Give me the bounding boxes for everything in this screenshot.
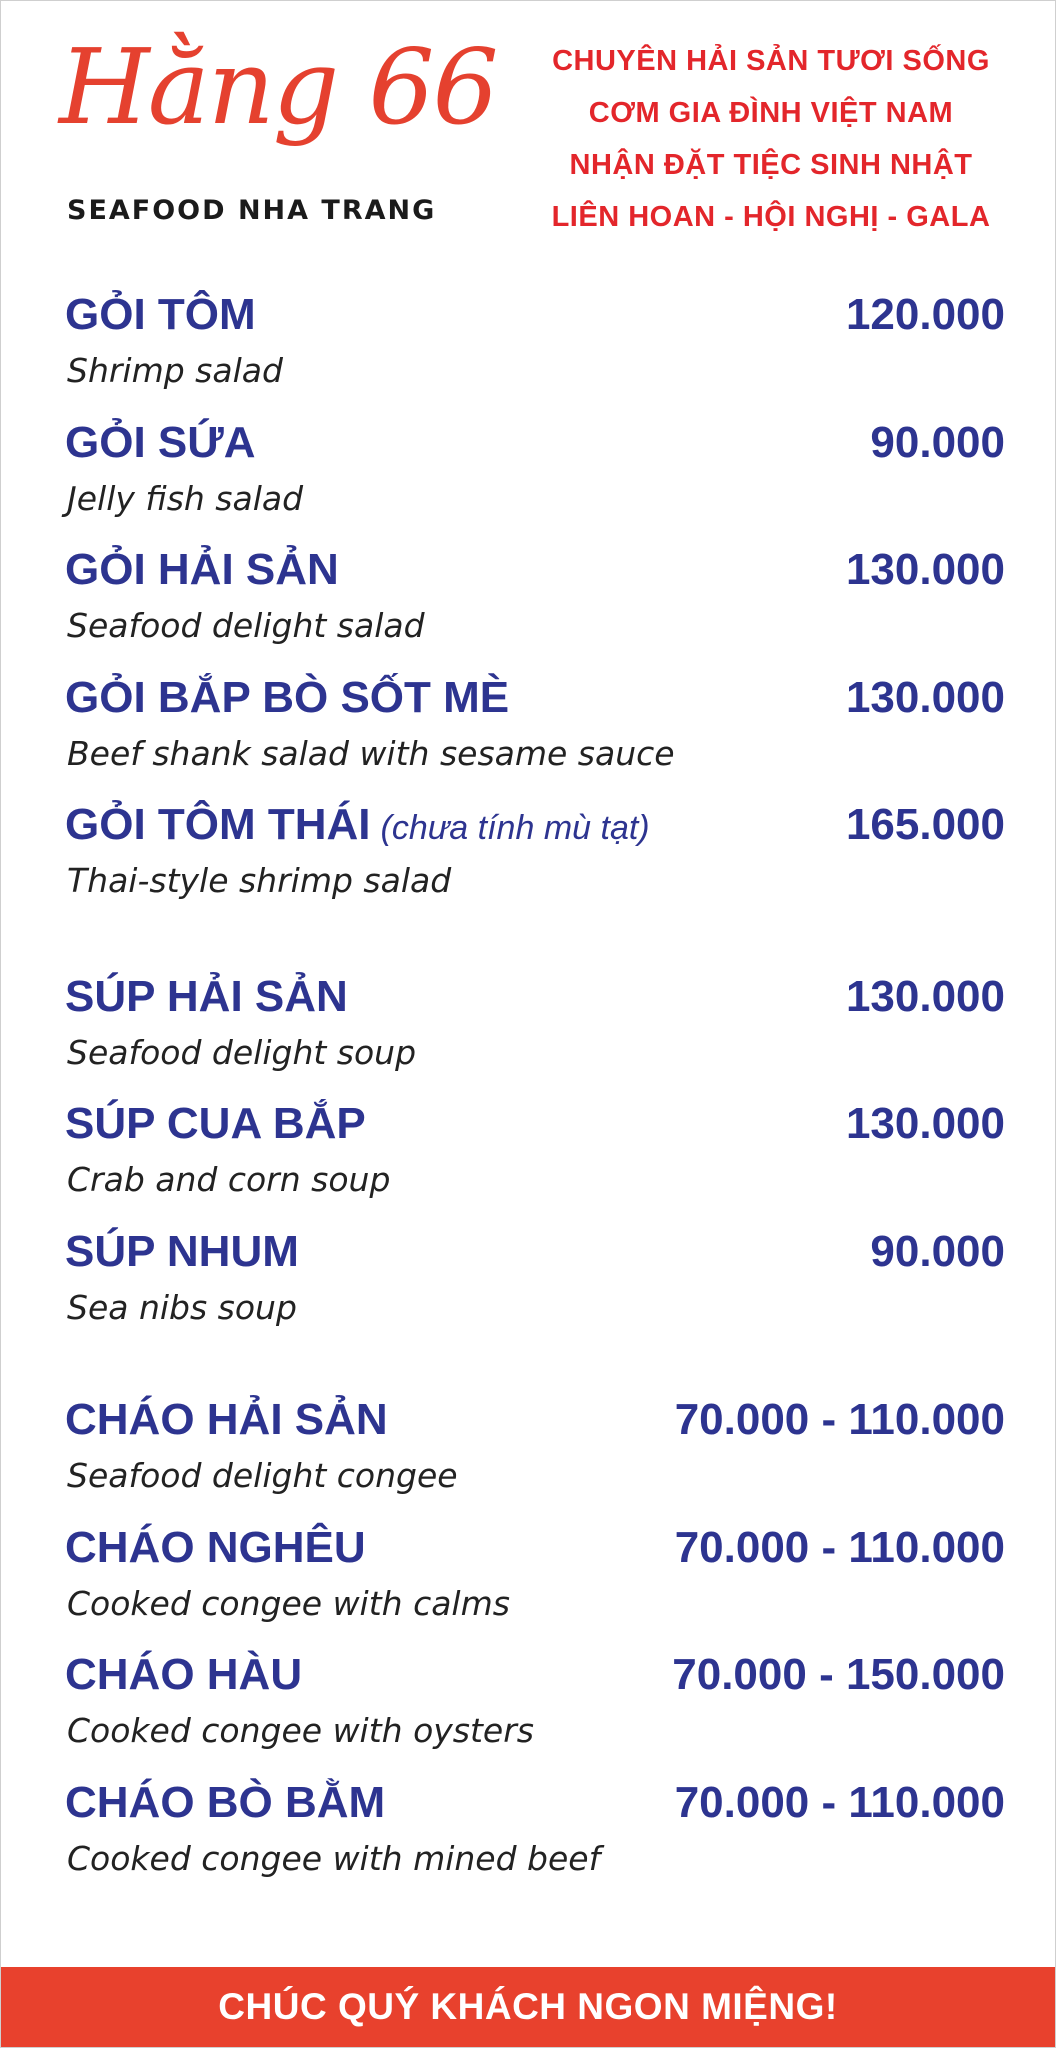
item-description: Shrimp salad: [67, 351, 283, 390]
item-name: GỎI SỨA: [65, 417, 256, 467]
item-description: Thai-style shrimp salad: [67, 861, 452, 900]
item-description: Seafood delight salad: [67, 606, 425, 645]
menu-section-congee: [65, 1394, 1005, 1904]
section-spacer: [65, 1353, 1005, 1394]
menu-item: [65, 1394, 1005, 1522]
item-price: 70.000 - 150.000: [672, 1650, 1005, 1699]
item-description: Cooked congee with oysters: [67, 1711, 534, 1750]
menu-item: [65, 799, 1005, 927]
menu-item: [65, 971, 1005, 1099]
item-name: SÚP NHUM: [65, 1226, 299, 1276]
menu-item: [65, 1777, 1005, 1905]
item-price: 70.000 - 110.000: [674, 1777, 1005, 1827]
tagline-2: CƠM GIA ĐÌNH VIỆT NAM: [588, 97, 954, 129]
item-price: 90.000: [870, 417, 1005, 467]
item-name: GỎI HẢI SẢN: [65, 545, 339, 594]
menu-section-salads: [65, 289, 1005, 927]
item-name: GỎI TÔM: [65, 290, 256, 339]
item-description: Cooked congee with mined beef: [67, 1838, 601, 1878]
menu-item: [65, 672, 1005, 800]
item-name: CHÁO HẢI SẢN: [65, 1395, 388, 1444]
menu-item: [65, 544, 1005, 672]
item-name: GỎI BẮP BÒ SỐT MÈ: [65, 672, 510, 722]
item-note: (chưa tính mù tạt): [380, 809, 650, 847]
tagline-4: LIÊN HOAN - HỘI NGHỊ - GALA: [551, 201, 991, 233]
menu-item: [65, 1226, 1005, 1354]
item-description: Seafood delight soup: [67, 1032, 417, 1072]
item-price: 130.000: [845, 545, 1005, 594]
item-price: 120.000: [845, 290, 1005, 339]
item-price: 130.000: [845, 1099, 1005, 1148]
item-price: 70.000 - 110.000: [674, 1522, 1005, 1572]
logo-script-name: Hằng 66: [59, 26, 497, 148]
footer-message: CHÚC QUÝ KHÁCH NGON MIỆNG!: [218, 1986, 838, 2027]
item-price: 165.000: [845, 800, 1005, 849]
tagline-3: NHẬN ĐẶT TIỆC SINH NHẬT: [569, 149, 973, 181]
item-description: Seafood delight congee: [67, 1456, 458, 1495]
item-name: CHÁO BÒ BẰM: [65, 1777, 386, 1827]
item-name: SÚP CUA BẮP: [65, 1099, 366, 1148]
menu-item: [65, 1522, 1005, 1650]
item-name: CHÁO NGHÊU: [65, 1522, 366, 1572]
section-spacer: [65, 927, 1005, 971]
item-description: Crab and corn soup: [67, 1160, 391, 1199]
restaurant-logo: [59, 26, 497, 231]
item-description: Sea nibs soup: [67, 1287, 297, 1327]
item-price: 70.000 - 110.000: [674, 1395, 1005, 1444]
item-price: 130.000: [845, 971, 1005, 1021]
menu-list: [65, 289, 1005, 1904]
menu-item: [65, 1098, 1005, 1226]
tagline-1: CHUYÊN HẢI SẢN TƯƠI SỐNG: [552, 45, 990, 77]
item-description: Jelly fish salad: [67, 478, 304, 518]
header-taglines: [521, 35, 1021, 243]
item-description: Beef shank salad with sesame sauce: [67, 733, 675, 773]
item-price: 90.000: [870, 1226, 1005, 1276]
item-price: 130.000: [845, 672, 1005, 722]
menu-section-soups: [65, 971, 1005, 1354]
item-name: GỎI TÔM THÁI (chưa tính mù tạt): [65, 800, 650, 849]
logo-subtitle: SEAFOOD NHA TRANG: [67, 195, 437, 226]
menu-item: [65, 1649, 1005, 1777]
menu-item: [65, 417, 1005, 545]
item-description: Cooked congee with calms: [67, 1583, 510, 1623]
item-name: CHÁO HÀU: [65, 1650, 303, 1699]
item-name: SÚP HẢI SẢN: [65, 971, 348, 1021]
menu-item: [65, 289, 1005, 417]
footer-banner: [1, 1967, 1055, 2047]
